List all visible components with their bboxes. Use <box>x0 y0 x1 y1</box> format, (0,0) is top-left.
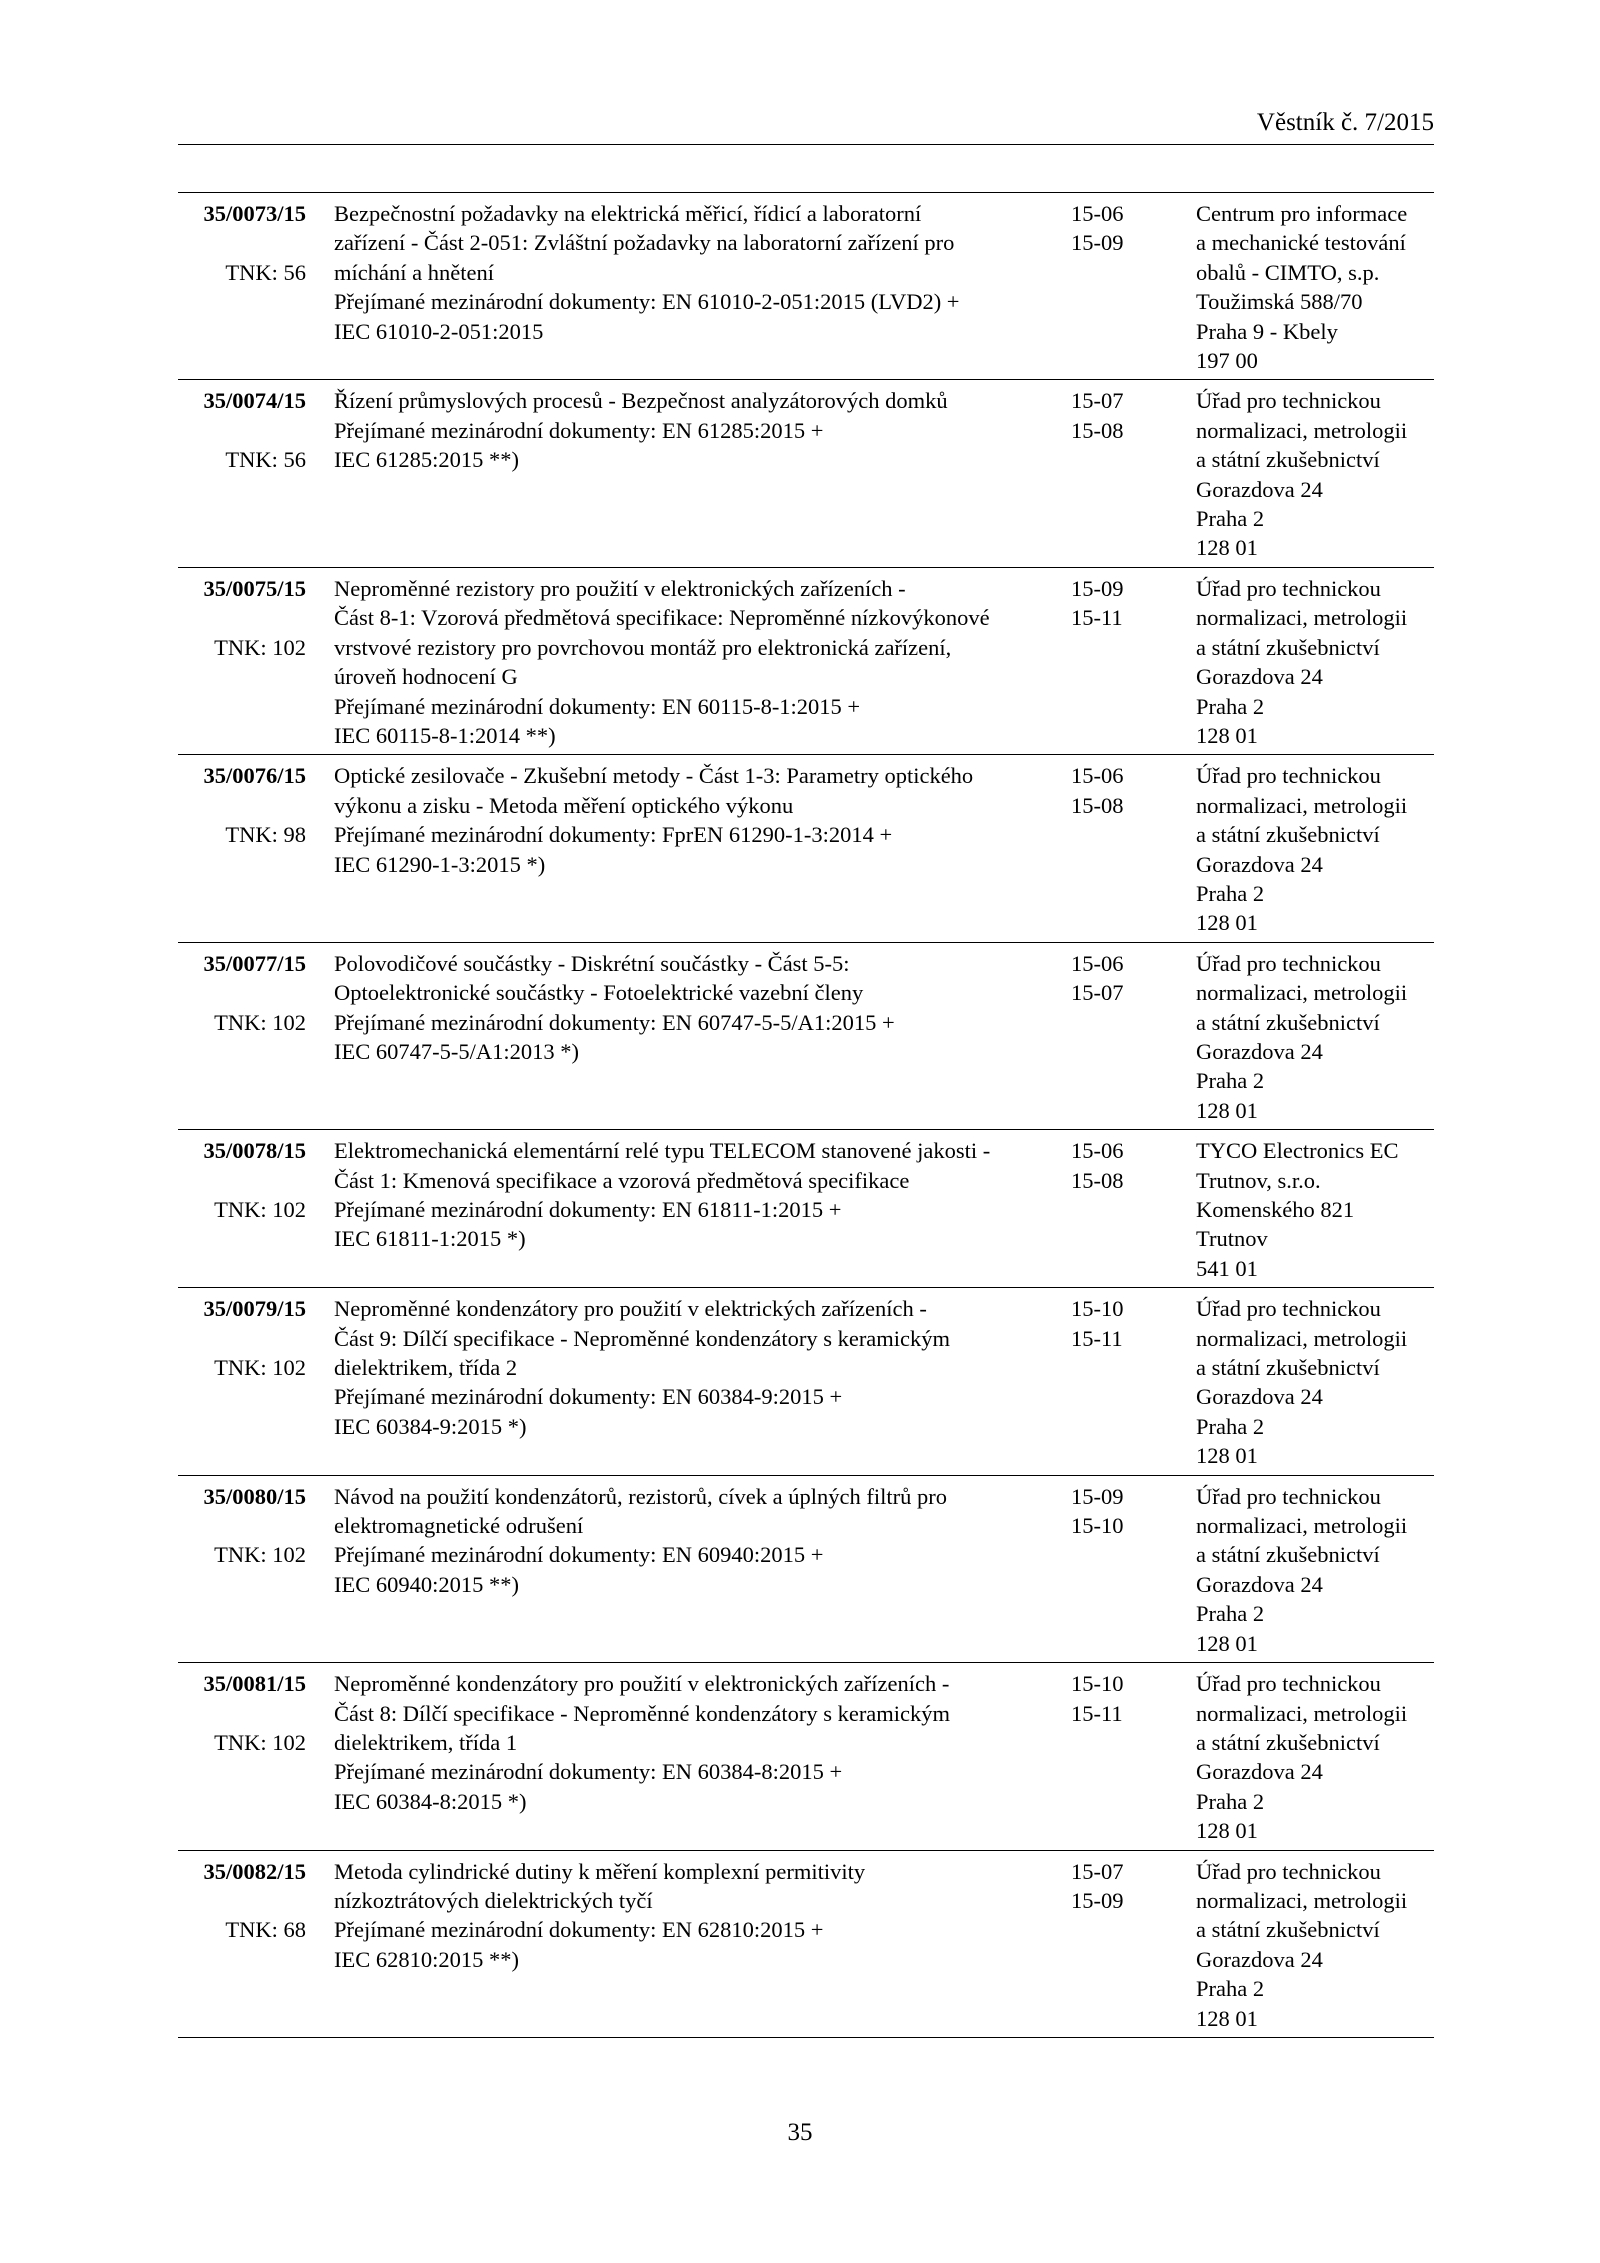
record-office-line: Trutnov, s.r.o. <box>1196 1167 1321 1193</box>
record-title <box>334 1294 1071 1470</box>
record-date: 15-10 <box>1071 1671 1124 1697</box>
record-office-line: Praha 2 <box>1196 880 1265 906</box>
record-date: 15-06 <box>1071 763 1124 789</box>
record-title <box>334 1857 1071 2033</box>
record-office-line: normalizaci, metrologii <box>1196 1887 1408 1913</box>
record-entry <box>178 755 1434 942</box>
record-title <box>334 949 1071 1125</box>
record-number: 35/0080/15 <box>203 1483 306 1509</box>
record-office-line: a státní zkušebnictví <box>1196 1917 1380 1943</box>
record-title <box>334 761 1071 937</box>
record-title-line: Elektromechanická elementární relé typu TELECOM stanovené jakosti - <box>334 1138 991 1164</box>
record-office-line: Praha 2 <box>1196 693 1265 719</box>
record-title-line: IEC 60384-8:2015 *) <box>334 1788 527 1814</box>
record-tnk: TNK: 102 <box>214 1355 306 1381</box>
record-office-line: 128 01 <box>1196 910 1258 936</box>
record-tnk: TNK: 102 <box>214 1729 306 1755</box>
record-number: 35/0077/15 <box>203 950 306 976</box>
record-title-line: vrstvové rezistory pro povrchovou montáž pro elektronická zařízení, <box>334 634 952 660</box>
record-title-line: IEC 61285:2015 **) <box>334 447 519 473</box>
record-office-line: normalizaci, metrologii <box>1196 792 1408 818</box>
record-office-line: 128 01 <box>1196 1818 1258 1844</box>
record-title-line: Část 9: Dílčí specifikace - Neproměnné kondenzátory s keramickým <box>334 1325 951 1351</box>
record-dates <box>1071 574 1163 750</box>
record-number: 35/0082/15 <box>203 1858 306 1884</box>
record-title-line: Metoda cylindrické dutiny k měření komplexní permitivity <box>334 1858 866 1884</box>
record-entry <box>178 1288 1434 1475</box>
record-office-line: normalizaci, metrologii <box>1196 417 1408 443</box>
record-dates <box>1071 199 1163 375</box>
record-entry <box>178 1663 1434 1850</box>
record-date: 15-11 <box>1071 605 1123 631</box>
record-office-line: TYCO Electronics EC <box>1196 1138 1399 1164</box>
record-entry <box>178 1851 1434 2038</box>
page-header <box>178 108 1434 145</box>
record-title-line: IEC 60940:2015 **) <box>334 1571 519 1597</box>
record-office-line: Praha 2 <box>1196 506 1265 532</box>
record-date: 15-07 <box>1071 388 1124 414</box>
record-office-line: Úřad pro technickou <box>1196 1296 1381 1322</box>
record-title-line: Bezpečnostní požadavky na elektrická měřicí, řídicí a laboratorní <box>334 201 922 226</box>
record-office-line: 128 01 <box>1196 722 1258 748</box>
record-title-line: výkonu a zisku - Metoda měření optického výkonu <box>334 792 794 818</box>
record-title-line: IEC 60115-8-1:2014 **) <box>334 722 556 748</box>
record-title-line: Neproměnné rezistory pro použití v elektronických zařízeních - <box>334 575 906 601</box>
record-dates <box>1071 1857 1163 2033</box>
record-title-line: Přejímané mezinárodní dokumenty: EN 60384-8:2015 + <box>334 1759 843 1785</box>
record-date: 15-06 <box>1071 201 1124 226</box>
record-title-line: Část 1: Kmenová specifikace a vzorová předmětová specifikace <box>334 1167 910 1193</box>
record-office <box>1196 1482 1434 1658</box>
record-office-line: a státní zkušebnictví <box>1196 822 1380 848</box>
record-date: 15-09 <box>1071 575 1124 601</box>
record-office <box>1196 574 1434 750</box>
record-date: 15-07 <box>1071 1858 1124 1884</box>
record-office <box>1196 386 1434 562</box>
record-title <box>334 386 1071 562</box>
record-title-line: dielektrikem, třída 1 <box>334 1729 518 1755</box>
record-tnk: TNK: 102 <box>214 634 306 660</box>
record-office-line: a státní zkušebnictví <box>1196 1355 1380 1381</box>
record-title <box>334 199 1071 375</box>
record-date: 15-08 <box>1071 1167 1124 1193</box>
record-dates <box>1071 761 1163 937</box>
record-entry <box>178 380 1434 567</box>
record-number: 35/0075/15 <box>203 575 306 601</box>
record-title-line: IEC 62810:2015 **) <box>334 1946 519 1972</box>
record-title-line: Optické zesilovače - Zkušební metody - Část 1-3: Parametry optického <box>334 763 974 789</box>
record-title <box>334 1482 1071 1658</box>
record-office-line: Gorazdova 24 <box>1196 1384 1323 1410</box>
record-title-line: IEC 61010-2-051:2015 <box>334 318 544 344</box>
record-office-line: normalizaci, metrologii <box>1196 605 1408 631</box>
record-title-line: Přejímané mezinárodní dokumenty: EN 60940:2015 + <box>334 1542 824 1568</box>
record-dates <box>1071 1482 1163 1658</box>
record-date: 15-07 <box>1071 980 1124 1006</box>
record-number: 35/0079/15 <box>203 1296 306 1322</box>
record-office-line: 197 00 <box>1196 348 1258 374</box>
record-dates <box>1071 1669 1163 1845</box>
record-title-line: Optoelektronické součástky - Fotoelektrické vazební členy <box>334 980 864 1006</box>
record-office-line: Gorazdova 24 <box>1196 1038 1323 1064</box>
record-office-line: Úřad pro technickou <box>1196 1858 1381 1884</box>
record-office-line: normalizaci, metrologii <box>1196 1700 1408 1726</box>
record-office <box>1196 761 1434 937</box>
record-title-line: úroveň hodnocení G <box>334 664 518 690</box>
record-office-line: a státní zkušebnictví <box>1196 1542 1380 1568</box>
record-office-line: Praha 2 <box>1196 1788 1265 1814</box>
record-office-line: a státní zkušebnictví <box>1196 634 1380 660</box>
record-id-column <box>178 199 306 375</box>
record-title-line: Část 8: Dílčí specifikace - Neproměnné kondenzátory s keramickým <box>334 1700 951 1726</box>
record-id-column <box>178 386 306 562</box>
record-entry <box>178 568 1434 755</box>
record-office-line: a státní zkušebnictví <box>1196 1009 1380 1035</box>
record-office-line: Centrum pro informace <box>1196 201 1408 226</box>
record-title-line: míchání a hnětení <box>334 259 494 285</box>
record-number: 35/0073/15 <box>203 201 306 226</box>
record-title-line: Návod na použití kondenzátorů, rezistorů, cívek a úplných filtrů pro <box>334 1483 947 1509</box>
record-title-line: Přejímané mezinárodní dokumenty: EN 61285:2015 + <box>334 417 824 443</box>
record-date: 15-06 <box>1071 1138 1124 1164</box>
record-title <box>334 574 1071 750</box>
record-id-column <box>178 1857 306 2033</box>
record-title-line: Neproměnné kondenzátory pro použití v elektronických zařízeních - <box>334 1671 950 1697</box>
record-office-line: Úřad pro technickou <box>1196 950 1381 976</box>
record-date: 15-09 <box>1071 230 1124 256</box>
record-date: 15-06 <box>1071 950 1124 976</box>
record-title-line: Přejímané mezinárodní dokumenty: EN 61010-2-051:2015 (LVD2) + <box>334 289 960 315</box>
record-office-line: Úřad pro technickou <box>1196 763 1381 789</box>
record-office-line: Praha 2 <box>1196 1976 1265 2002</box>
record-date: 15-11 <box>1071 1700 1123 1726</box>
record-title-line: Přejímané mezinárodní dokumenty: FprEN 61290-1-3:2014 + <box>334 822 893 848</box>
record-office-line: Trutnov <box>1196 1226 1268 1252</box>
record-title <box>334 1136 1071 1283</box>
record-title-line: IEC 61811-1:2015 *) <box>334 1226 526 1252</box>
record-office-line: Úřad pro technickou <box>1196 1483 1381 1509</box>
record-dates <box>1071 1136 1163 1283</box>
record-entry <box>178 193 1434 380</box>
record-id-column <box>178 1669 306 1845</box>
record-office-line: obalů - CIMTO, s.p. <box>1196 259 1380 285</box>
record-id-column <box>178 1294 306 1470</box>
record-id-column <box>178 949 306 1125</box>
record-id-column <box>178 574 306 750</box>
record-dates <box>1071 949 1163 1125</box>
record-title <box>334 1669 1071 1845</box>
record-office-line: a mechanické testování <box>1196 230 1406 256</box>
records-list <box>178 192 1434 2038</box>
record-date: 15-09 <box>1071 1887 1124 1913</box>
record-office-line: Gorazdova 24 <box>1196 1571 1323 1597</box>
record-entry <box>178 1130 1434 1288</box>
record-title-line: Část 8-1: Vzorová předmětová specifikace: Neproměnné nízkovýkonové <box>334 605 990 631</box>
record-office-line: a státní zkušebnictví <box>1196 1729 1380 1755</box>
record-id-column <box>178 1482 306 1658</box>
record-tnk: TNK: 98 <box>225 822 306 848</box>
record-office <box>1196 1857 1434 2033</box>
record-number: 35/0074/15 <box>203 388 306 414</box>
record-office <box>1196 1669 1434 1845</box>
record-office-line: 128 01 <box>1196 2005 1258 2031</box>
record-title-line: Přejímané mezinárodní dokumenty: EN 60115-8-1:2015 + <box>334 693 861 719</box>
record-office-line: Úřad pro technickou <box>1196 388 1381 414</box>
record-office-line: normalizaci, metrologii <box>1196 1325 1408 1351</box>
record-id-column <box>178 1136 306 1283</box>
record-office-line: normalizaci, metrologii <box>1196 980 1408 1006</box>
record-title-line: IEC 60384-9:2015 *) <box>334 1413 527 1439</box>
record-office-line: Praha 2 <box>1196 1601 1265 1627</box>
record-title-line: Neproměnné kondenzátory pro použití v elektrických zařízeních - <box>334 1296 927 1322</box>
record-date: 15-09 <box>1071 1483 1124 1509</box>
record-number: 35/0078/15 <box>203 1138 306 1164</box>
record-office-line: 128 01 <box>1196 1630 1258 1656</box>
record-title-line: elektromagnetické odrušení <box>334 1513 584 1539</box>
record-number: 35/0081/15 <box>203 1671 306 1697</box>
record-dates <box>1071 1294 1163 1470</box>
record-tnk: TNK: 68 <box>225 1917 306 1943</box>
record-tnk: TNK: 102 <box>214 1542 306 1568</box>
record-title-line: nízkoztrátových dielektrických tyčí <box>334 1887 653 1913</box>
record-title-line: dielektrikem, třída 2 <box>334 1355 518 1381</box>
record-title-line: Polovodičové součástky - Diskrétní součástky - Část 5-5: <box>334 950 850 976</box>
record-office-line: Úřad pro technickou <box>1196 1671 1381 1697</box>
record-tnk: TNK: 102 <box>214 1196 306 1222</box>
record-office <box>1196 1294 1434 1470</box>
record-title-line: Přejímané mezinárodní dokumenty: EN 60384-9:2015 + <box>334 1384 843 1410</box>
record-office-line: Praha 2 <box>1196 1413 1265 1439</box>
journal-title: Věstník č. 7/2015 <box>1256 109 1434 136</box>
record-office-line: Gorazdova 24 <box>1196 1946 1323 1972</box>
record-office-line: a státní zkušebnictví <box>1196 447 1380 473</box>
record-office <box>1196 949 1434 1125</box>
record-title-line: Přejímané mezinárodní dokumenty: EN 62810:2015 + <box>334 1917 824 1943</box>
record-office-line: Praha 2 <box>1196 1068 1265 1094</box>
record-entry <box>178 943 1434 1130</box>
record-date: 15-08 <box>1071 417 1124 443</box>
record-office <box>1196 1136 1434 1283</box>
record-office-line: Gorazdova 24 <box>1196 1759 1323 1785</box>
record-office <box>1196 199 1434 375</box>
page-number: 35 <box>787 2119 813 2146</box>
record-title-line: Řízení průmyslových procesů - Bezpečnost analyzátorových domků <box>334 388 948 414</box>
record-dates <box>1071 386 1163 562</box>
record-tnk: TNK: 56 <box>225 259 306 285</box>
record-date: 15-10 <box>1071 1513 1124 1539</box>
record-office-line: Komenského 821 <box>1196 1197 1355 1222</box>
record-title-line: zařízení - Část 2-051: Zvláštní požadavky na laboratorní zařízení pro <box>334 230 955 256</box>
record-office-line: 128 01 <box>1196 1443 1258 1469</box>
record-office-line: 541 01 <box>1196 1255 1258 1281</box>
record-title-line: IEC 61290-1-3:2015 *) <box>334 851 546 877</box>
record-id-column <box>178 761 306 937</box>
record-title-line: Přejímané mezinárodní dokumenty: EN 61811-1:2015 + <box>334 1197 842 1222</box>
record-title-line: Přejímané mezinárodní dokumenty: EN 60747-5-5/A1:2015 + <box>334 1009 895 1035</box>
record-office-line: Gorazdova 24 <box>1196 476 1323 502</box>
record-date: 15-08 <box>1071 792 1124 818</box>
record-date: 15-11 <box>1071 1325 1123 1351</box>
record-office-line: Toužimská 588/70 <box>1196 289 1363 315</box>
record-tnk: TNK: 102 <box>214 1009 306 1035</box>
record-tnk: TNK: 56 <box>225 447 306 473</box>
record-office-line: Úřad pro technickou <box>1196 575 1381 601</box>
record-office-line: normalizaci, metrologii <box>1196 1513 1408 1539</box>
record-office-line: Gorazdova 24 <box>1196 664 1323 690</box>
record-number: 35/0076/15 <box>203 763 306 789</box>
record-office-line: Gorazdova 24 <box>1196 851 1323 877</box>
record-office-line: Praha 9 - Kbely <box>1196 318 1338 344</box>
record-title-line: IEC 60747-5-5/A1:2013 *) <box>334 1038 579 1064</box>
record-office-line: 128 01 <box>1196 1097 1258 1123</box>
record-office-line: 128 01 <box>1196 535 1258 561</box>
record-entry <box>178 1476 1434 1663</box>
record-date: 15-10 <box>1071 1296 1124 1322</box>
